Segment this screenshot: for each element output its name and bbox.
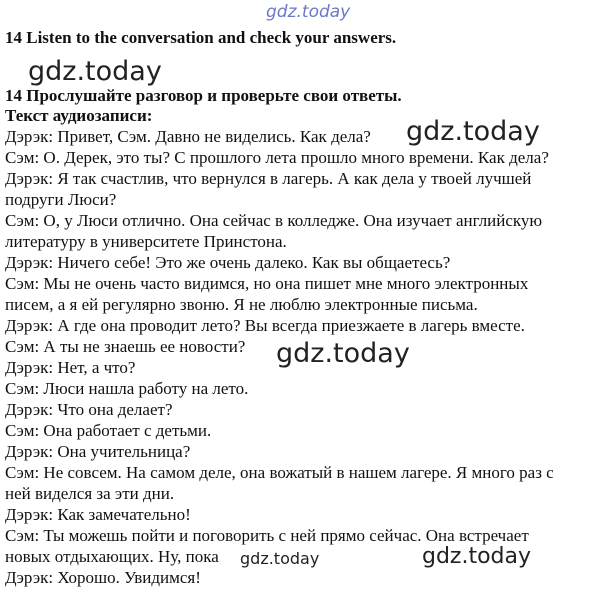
transcript-line: литературу в университете Принстона. xyxy=(5,232,287,251)
transcript-line: Дэрэк: Я так счастлив, что вернулся в лагерь. А как дела у твоей лучшей xyxy=(5,169,532,188)
transcript-line: Сэм: Мы не очень часто видимся, но она пишет мне много электронных xyxy=(5,274,529,293)
watermark-text: gdz.today xyxy=(240,549,320,568)
transcript-line: Дэрэк: Что она делает? xyxy=(5,400,173,419)
transcript-line: писем, а я ей регулярно звоню. Я не люблю электронные письма. xyxy=(5,295,478,314)
transcript-line: Сэм: Люси нашла работу на лето. xyxy=(5,379,249,398)
transcript-line: Сэм: Не совсем. На самом деле, она вожатый в нашем лагере. Я много раз с xyxy=(5,463,554,482)
transcript-line: Дэрэк: Привет, Сэм. Давно не виделись. Как дела? xyxy=(5,127,371,146)
transcript-line: Дэрэк: Ничего себе! Это же очень далеко. Как вы общаетесь? xyxy=(5,253,451,272)
transcript-label: Текст аудиозаписи: xyxy=(5,106,153,125)
transcript-line: Дэрэк: А где она проводит лето? Вы всегда приезжаете в лагерь вместе. xyxy=(5,316,525,335)
transcript-line: Сэм: А ты не знаешь ее новости? xyxy=(5,337,246,356)
heading-english: 14 Listen to the conversation and check your answers. xyxy=(5,28,397,47)
transcript-line: Дэрэк: Хорошо. Увидимся! xyxy=(5,568,201,587)
watermark-text: gdz.today xyxy=(28,56,162,87)
transcript-line: Сэм: О. Дерек, это ты? С прошлого лета прошло много времени. Как дела? xyxy=(5,148,549,167)
watermark-text: gdz.today xyxy=(422,544,532,569)
watermark-text: gdz.today xyxy=(266,2,351,22)
transcript-line: Дэрэк: Она учительница? xyxy=(5,442,191,461)
transcript-line: Дэрэк: Нет, а что? xyxy=(5,358,136,377)
watermark-text: gdz.today xyxy=(276,338,410,369)
transcript-line: ней виделся за эти дни. xyxy=(5,484,175,503)
watermark-text: gdz.today xyxy=(406,116,540,147)
transcript-line: Дэрэк: Как замечательно! xyxy=(5,505,191,524)
transcript-line: подруги Люси? xyxy=(5,190,117,209)
heading-russian: 14 Прослушайте разговор и проверьте свои ответы. xyxy=(5,86,402,105)
transcript-line: Сэм: О, у Люси отлично. Она сейчас в колледже. Она изучает английскую xyxy=(5,211,543,230)
transcript-line: Сэм: Она работает с детьми. xyxy=(5,421,212,440)
transcript-line: Сэм: Ты можешь пойти и поговорить с ней прямо сейчас. Она встречает xyxy=(5,526,529,545)
transcript-line: новых отдыхающих. Ну, пока xyxy=(5,547,219,566)
